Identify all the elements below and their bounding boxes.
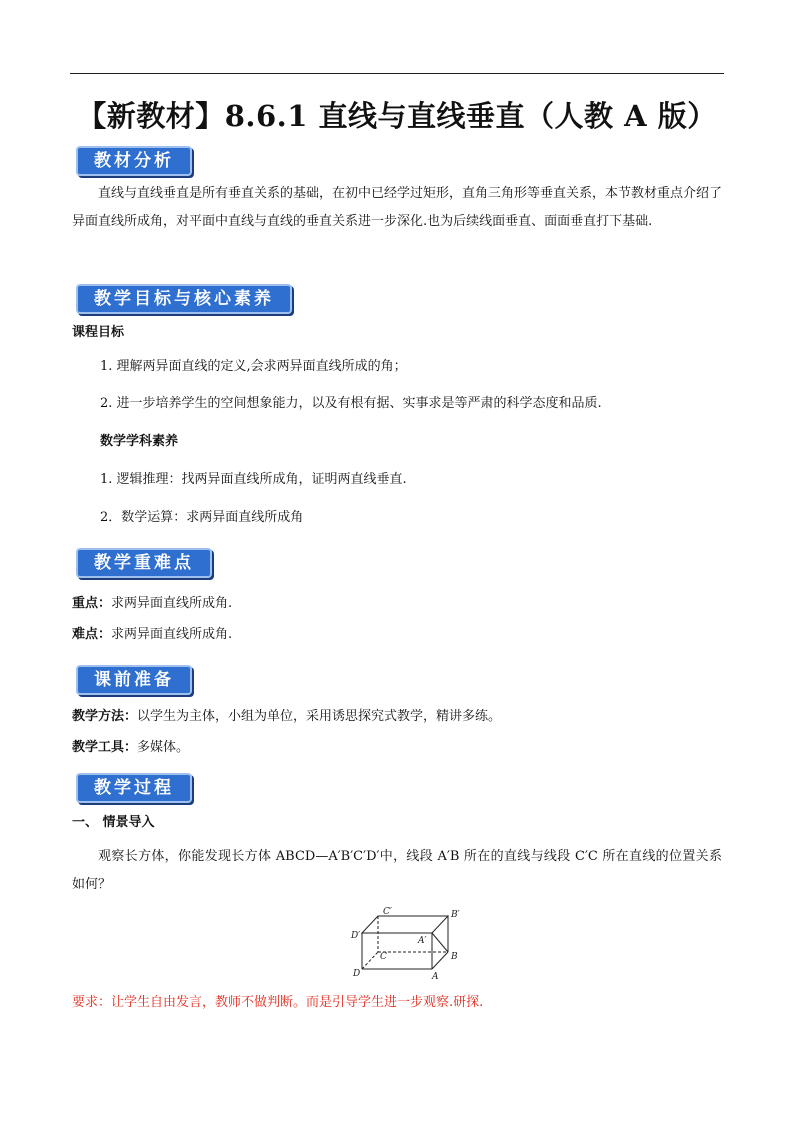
segment-A-prime-B (432, 933, 448, 952)
tools-label: 教学工具： (72, 740, 138, 755)
process-step-1: 一、 情景导入 (72, 815, 155, 830)
label-A: A (432, 972, 439, 980)
process-question: 观察长方体，你能发现长方体 ABCD—A′B′C′D′中，线段 A′B 所在的直线与线段 C′C 所在直线的位置关系如何？ (72, 849, 722, 892)
analysis-paragraph: 直线与直线垂直是所有垂直关系的基础，在初中已经学过矩形，直角三角形等垂直关系，本节教材重点介绍了异面直线所成角，对平面中直线与直线的垂直关系进一步深化.也为后续线面垂直、面面垂直打下基础. (72, 186, 723, 229)
label-B: B (451, 952, 458, 962)
course-goal-1: 1. 理解两异面直线的定义,会求两异面直线所成的角； (100, 359, 407, 374)
cuboid-figure (350, 905, 470, 980)
section-badge-goals: 教学目标与核心素养 (76, 284, 292, 314)
label-C: C (380, 952, 387, 962)
course-goals-heading: 课程目标 (72, 325, 125, 340)
difficult-point-text: 求两异面直线所成角. (111, 627, 233, 642)
key-point-label: 重点： (72, 596, 112, 611)
tools-text: 多媒体。 (137, 740, 190, 755)
label-C-prime: C′ (383, 907, 392, 917)
label-A-prime: A′ (418, 936, 427, 946)
page-title: 【新教材】8.6.1 直线与直线垂直（人教 A 版） (77, 99, 717, 133)
label-B-prime: B′ (451, 910, 460, 920)
literacy-heading: 数学学科素养 (100, 434, 179, 449)
section-badge-process: 教学过程 (76, 773, 192, 803)
section-badge-analysis: 教材分析 (76, 146, 192, 176)
label-D: D (353, 969, 361, 979)
literacy-item-2: 2．数学运算：求两异面直线所成角 (100, 510, 304, 525)
method-text: 以学生为主体，小组为单位，采用诱思探究式教学，精讲多练。 (137, 709, 502, 724)
method-line (72, 703, 501, 731)
key-point-line (72, 590, 232, 618)
course-goal-2: 2. 进一步培养学生的空间想象能力，以及有根有据、实事求是等严肃的科学态度和品质. (100, 396, 602, 411)
tools-line (72, 734, 189, 762)
difficult-point-line (72, 621, 232, 649)
difficult-point-label: 难点： (72, 627, 112, 642)
section-badge-preparation: 课前准备 (76, 665, 192, 695)
label-D-prime: D′ (351, 931, 361, 941)
requirement-note: 要求：让学生自由发言，教师不做判断。而是引导学生进一步观察.研探. (72, 995, 484, 1010)
header-rule (70, 73, 724, 74)
literacy-item-1: 1. 逻辑推理：找两异面直线所成角，证明两直线垂直. (100, 472, 407, 487)
section-badge-key-points: 教学重难点 (76, 548, 212, 578)
key-point-text: 求两异面直线所成角. (111, 596, 233, 611)
method-label: 教学方法： (72, 709, 138, 724)
cuboid-top-face (362, 916, 448, 933)
